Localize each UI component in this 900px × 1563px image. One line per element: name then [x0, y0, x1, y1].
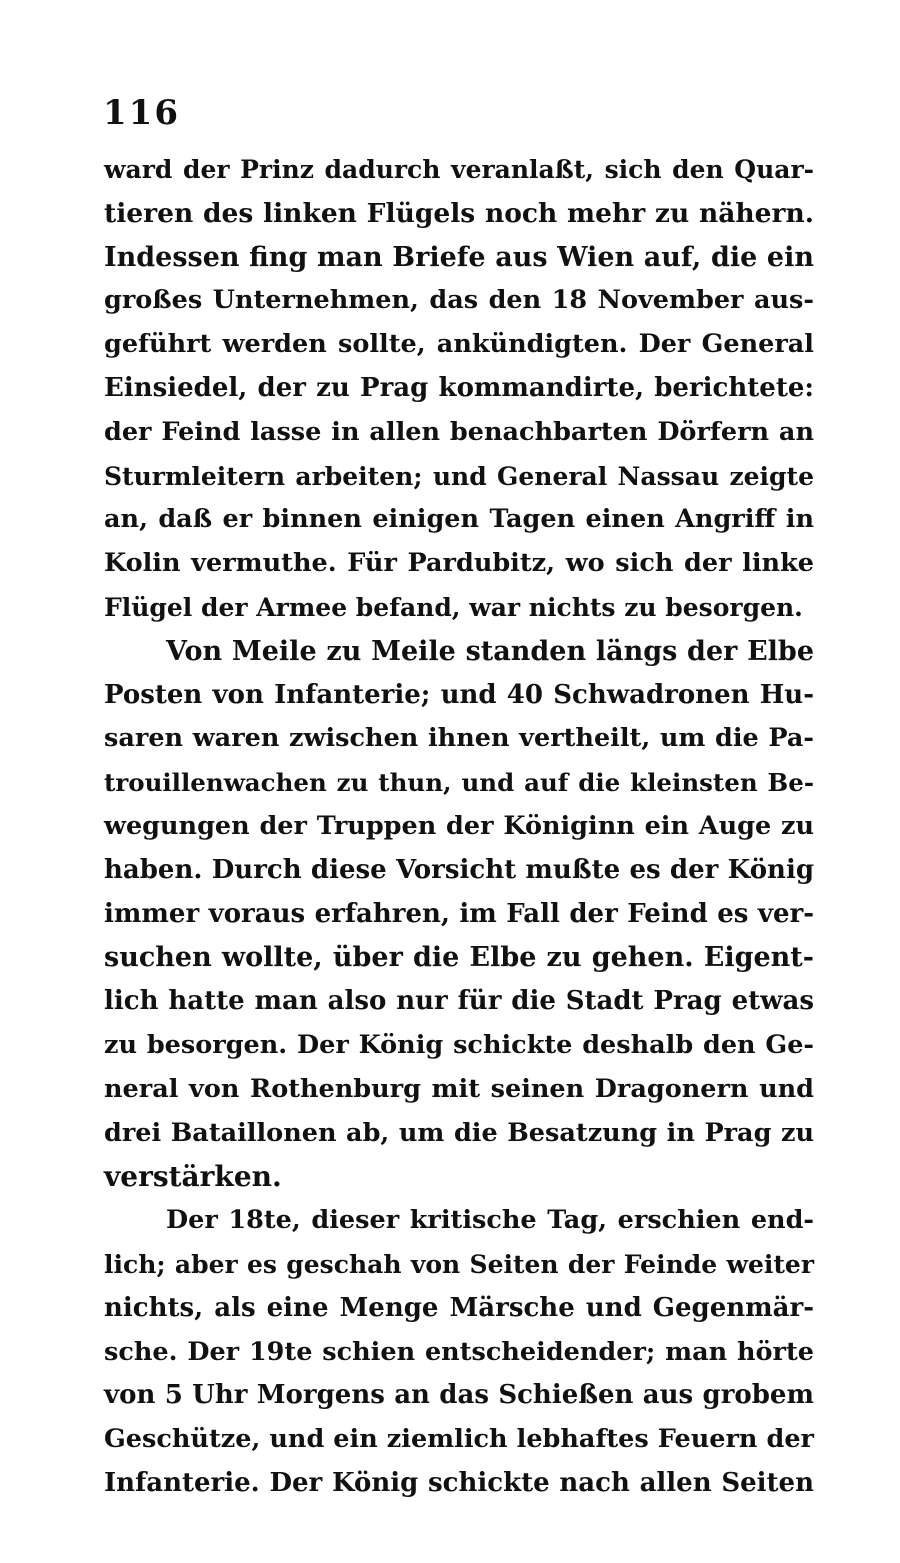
text-line: sche. Der 19te schien entscheidender; man hörte: [104, 1336, 814, 1367]
text-line: Geschütze, und ein ziemlich lebhaftes Feuern der: [104, 1424, 814, 1455]
text-line: saren waren zwischen ihnen vertheilt, um die Pa-: [104, 723, 814, 754]
text-line: lich hatte man also nur für die Stadt Prag etwas: [104, 986, 814, 1017]
text-line: Sturmleitern arbeiten; und General Nassau zeigte: [104, 461, 814, 491]
text-line: verstärken.: [104, 1160, 282, 1194]
text-line: zu besorgen. Der König schickte deshalb den Ge-: [104, 1029, 814, 1060]
text-line: Infanterie. Der König schickte nach allen Seiten: [104, 1467, 814, 1498]
text-line: der Feind lasse in allen benachbarten Dörfern an: [104, 416, 814, 447]
text-line: großes Unternehmen, das den 18 November aus-: [104, 285, 814, 316]
text-line: ward der Prinz dadurch veranlaßt, sich den Quar-: [104, 155, 814, 184]
text-line: Posten von Infanterie; und 40 Schwadronen Hu-: [104, 679, 814, 710]
text-line: lich; aber es geschah von Seiten der Feinde weiter: [104, 1249, 814, 1279]
text-line: immer voraus erfahren, im Fall der Feind es ver-: [104, 898, 814, 929]
text-line: tieren des linken Flügels noch mehr zu nähern.: [104, 197, 814, 229]
text-line: Der 18te, dieser kritische Tag, erschien end-: [166, 1205, 814, 1236]
page-number: 116: [103, 93, 180, 133]
text-line: haben. Durch diese Vorsicht mußte es der König: [104, 854, 814, 885]
text-line: Einsiedel, der zu Prag kommandirte, berichtete:: [104, 372, 814, 403]
text-line: trouillenwachen zu thun, und auf die kleinsten Be-: [104, 768, 814, 798]
text-line: neral von Rothenburg mit seinen Dragonern und: [104, 1073, 814, 1104]
text-line: drei Bataillonen ab, um die Besatzung in Prag zu: [104, 1117, 814, 1148]
text-line: nichts, als eine Menge Märsche und Gegenmär-: [104, 1292, 814, 1323]
text-line: Flügel der Armee befand, war nichts zu besorgen.: [104, 592, 803, 622]
text-line: an, daß er binnen einigen Tagen einen Angriff in: [104, 504, 814, 535]
text-line: Kolin vermuthe. Für Pardubitz, wo sich der linke: [104, 548, 814, 579]
text-line: suchen wollte, über die Elbe zu gehen. Eigent-: [104, 942, 814, 974]
text-line: geführt werden sollte, ankündigten. Der General: [104, 329, 814, 360]
text-line: Von Meile zu Meile standen längs der Elbe: [166, 635, 814, 667]
text-line: von 5 Uhr Morgens an das Schießen aus grobem: [104, 1380, 814, 1411]
text-line: Indessen fing man Briefe aus Wien auf, die ein: [104, 241, 814, 273]
text-line: wegungen der Truppen der Königinn ein Auge zu: [104, 810, 814, 841]
body-text: [104, 148, 814, 1506]
